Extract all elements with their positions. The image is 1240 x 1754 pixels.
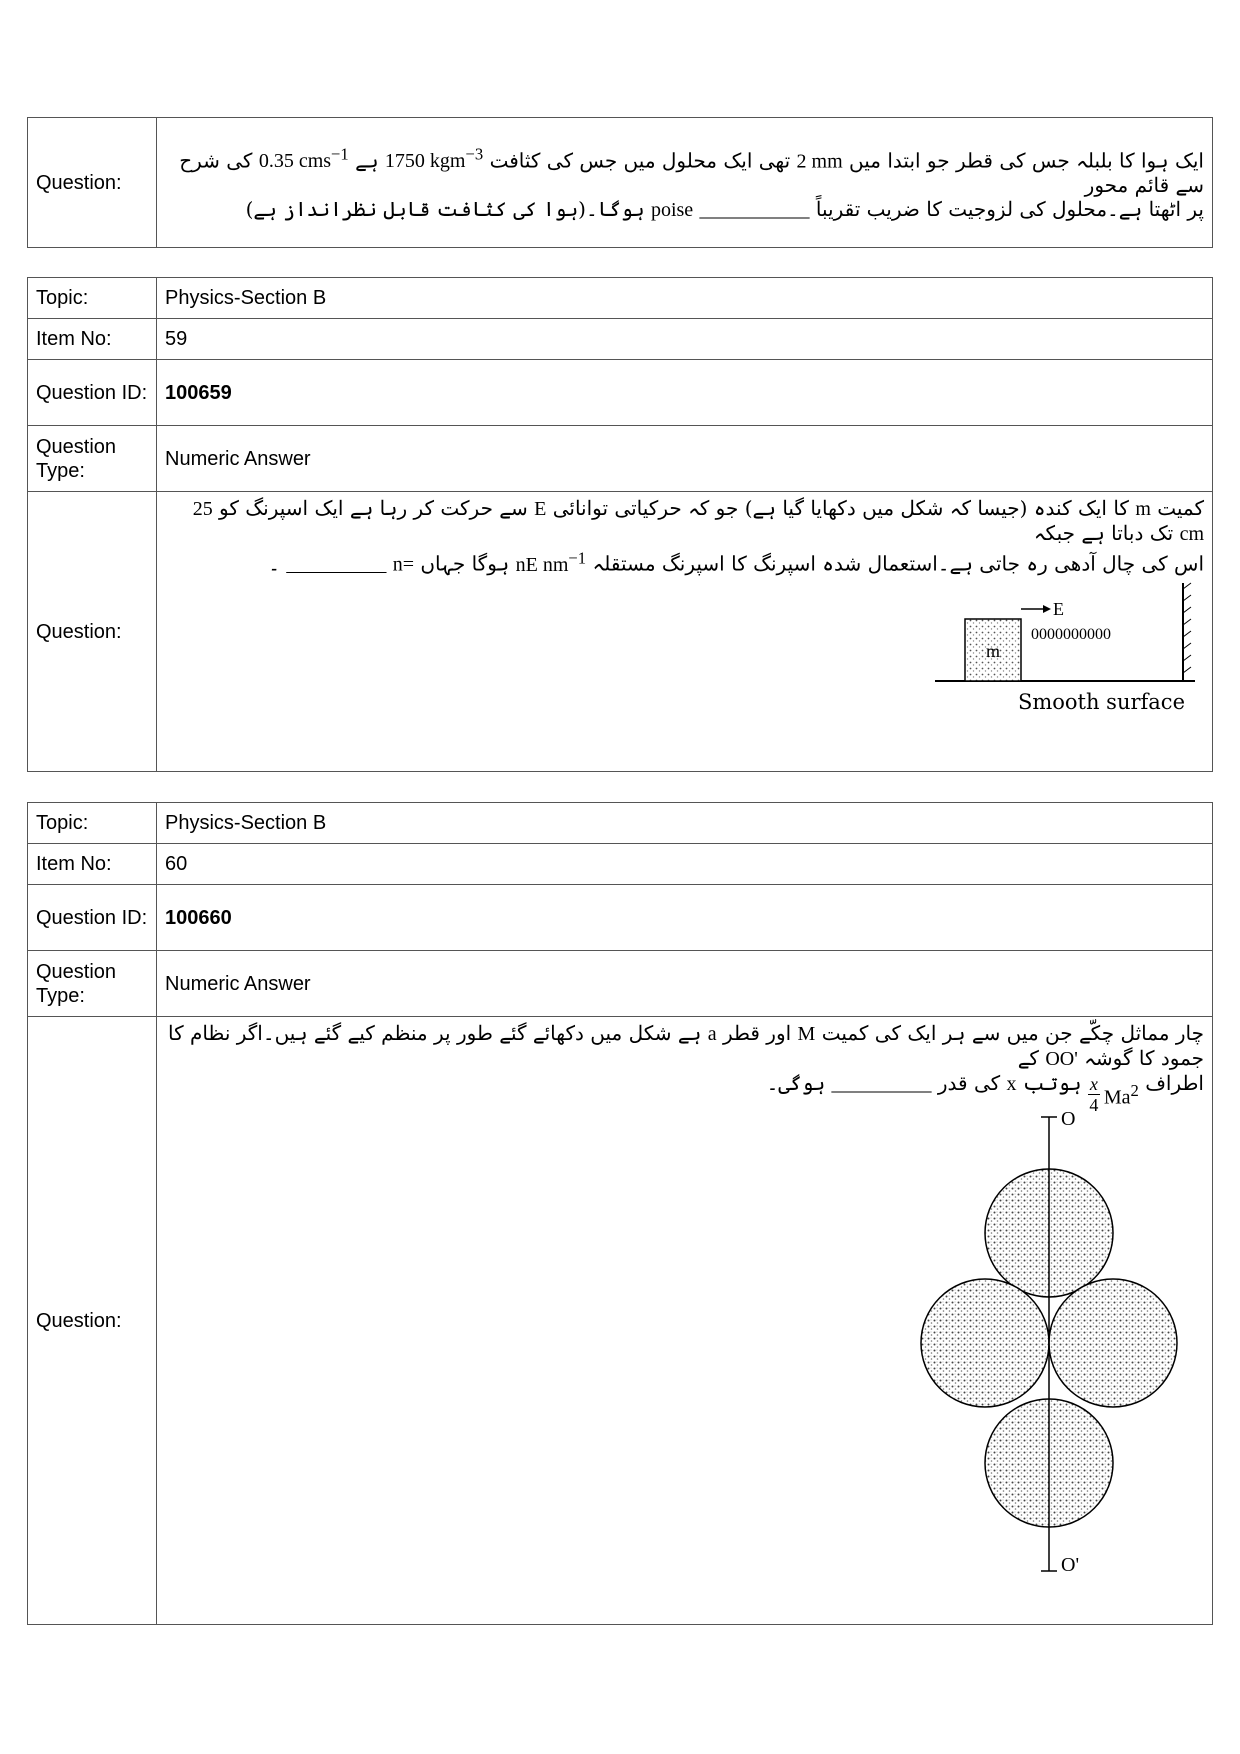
topic-value: Physics-Section B — [157, 803, 1213, 844]
disc-right — [1049, 1279, 1177, 1407]
question-id-label: Question ID: — [28, 885, 157, 951]
axis-bottom-label: O' — [1061, 1554, 1080, 1576]
question-line-1: چار مماثل چکّے جن میں سے ہر ایک کی کمیت M اور قطر a ہے شکل میں دکھائے گئے طور پر منظم کیے گئے ہیں۔اگر نظام کا جمود کا گوشہ OO' کے — [167, 1021, 1204, 1070]
spring-block-figure — [165, 577, 1204, 727]
item-no-value: 59 — [157, 319, 1213, 360]
question-type-value: Numeric Answer — [157, 426, 1213, 492]
topic-label: Topic: — [28, 278, 157, 319]
item-no-value: 60 — [157, 844, 1213, 885]
question-type-label: Question Type: — [28, 951, 157, 1017]
answer-blank: __________ — [286, 553, 387, 576]
question-label: Question: — [28, 118, 157, 248]
question-type-label: Question Type: — [28, 426, 157, 492]
question-table-60 — [27, 802, 1213, 1625]
block-m-label: m — [985, 640, 1001, 661]
question-line-1: ایک ہوا کا بلبلہ جس کی قطر جو ابتدا میں 2 mm تھی ایک محلول میں جس کی کثافت 1750 kgm$^{-3}$ ہے 0.35 cms$^{-1}$ کی شرح سے قائم محور — [179, 144, 1204, 198]
question-text — [157, 118, 1213, 248]
question-id-value: 100659 — [157, 360, 1213, 426]
smooth-surface-caption: Smooth surface — [1017, 689, 1185, 714]
question-text — [157, 1017, 1213, 1625]
question-table-partial — [27, 117, 1213, 248]
question-id-value: 100660 — [157, 885, 1213, 951]
question-table-59 — [27, 277, 1213, 772]
question-label: Question: — [28, 492, 157, 772]
topic-value: Physics-Section B — [157, 278, 1213, 319]
four-discs-figure — [165, 1108, 1204, 1615]
topic-label: Topic: — [28, 803, 157, 844]
disc-left — [921, 1279, 1049, 1407]
question-type-value: Numeric Answer — [157, 951, 1213, 1017]
answer-blank: ___________ — [699, 199, 810, 222]
question-text — [157, 492, 1213, 772]
energy-label: E — [1053, 598, 1064, 619]
question-line-2: پر اٹھتا ہے۔محلول کی لزوجیت کا ضریب تقریباً poise ___________ ہوگا۔(ہوا کی کثافت قابل نظرانداز ہے) — [245, 197, 1204, 222]
question-line-1: کمیت m کا ایک کندہ (جیسا کہ شکل میں دکھایا گیا ہے) جو کہ حرکیاتی توانائی E سے حرکت کر رہا ہے ایک اسپرنگ کو 25 cm تک دباتا ہے جبکہ — [192, 496, 1204, 545]
spring-coils: 0000000000 — [1031, 625, 1111, 643]
question-line-2: اطراف x 4 Ma$^2$ ہوتب x کی قدر __________ ہوگی۔ — [766, 1071, 1204, 1115]
answer-blank: __________ — [831, 1073, 932, 1095]
question-line-2: اس کی چال آدھی رہ جاتی ہے۔استعمال شدہ اسپرنگ کا اسپرنگ مستقلہ nE $nm^{-1}$ ہوگا جہاں __________ n= ۔ — [268, 548, 1204, 576]
item-no-label: Item No: — [28, 844, 157, 885]
question-label: Question: — [28, 1017, 157, 1625]
axis-top-label: O — [1061, 1108, 1076, 1130]
item-no-label: Item No: — [28, 319, 157, 360]
question-id-label: Question ID: — [28, 360, 157, 426]
